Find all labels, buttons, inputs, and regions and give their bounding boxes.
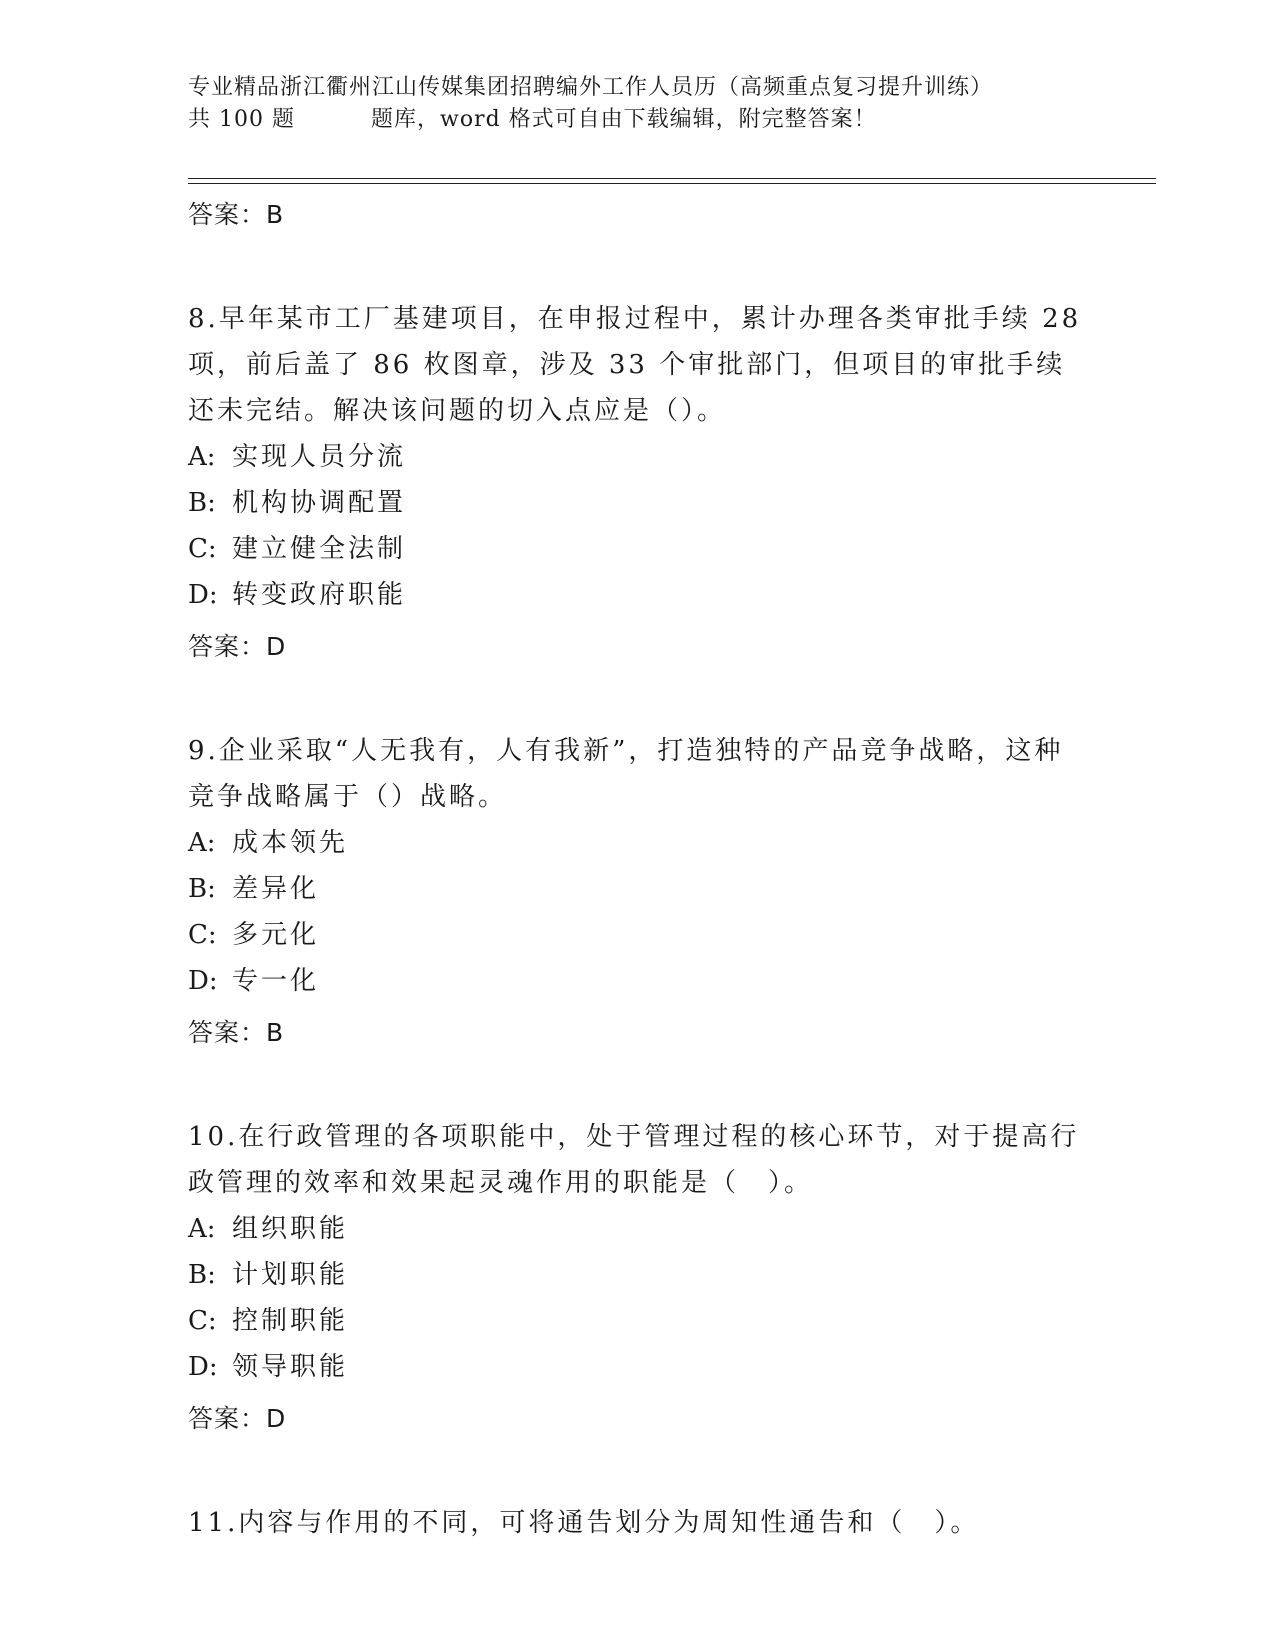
option-text: 多元化	[232, 920, 320, 950]
question-answer: 答案：B	[188, 1018, 285, 1047]
option-text: 控制职能	[232, 1306, 349, 1336]
question-text: 9.企业采取“人无我有，人有我新”，打造独特的产品竞争战略，这种竞争战略属于（）战略。	[188, 736, 1064, 812]
option-d	[188, 1344, 1088, 1390]
option-key: C:	[188, 920, 217, 950]
option-a	[188, 434, 1088, 480]
option-key: B:	[188, 874, 216, 904]
option-key: A:	[188, 1214, 216, 1244]
question-10	[188, 1114, 1088, 1448]
header-divider-top	[188, 178, 1156, 179]
option-c	[188, 526, 1088, 572]
option-key: C:	[188, 1306, 217, 1336]
header-format-note: 题库，word 格式可自由下载编辑，附完整答案！	[370, 107, 877, 132]
option-text: 实现人员分流	[232, 442, 407, 472]
option-text: 机构协调配置	[232, 488, 407, 518]
option-b	[188, 480, 1088, 526]
question-answer: 答案：D	[188, 632, 287, 661]
previous-question-answer: 答案：B	[188, 200, 285, 229]
option-c	[188, 1298, 1088, 1344]
option-text: 专一化	[232, 966, 320, 996]
question-11	[188, 1500, 1088, 1546]
option-d	[188, 572, 1088, 618]
header-divider-bottom	[188, 183, 1156, 184]
question-text: 11.内容与作用的不同，可将通告划分为周知性通告和（ ）。	[188, 1508, 980, 1538]
option-key: A:	[188, 828, 216, 858]
option-b	[188, 1252, 1088, 1298]
option-key: B:	[188, 1260, 216, 1290]
question-text: 10.在行政管理的各项职能中，处于管理过程的核心环节，对于提高行政管理的效率和效果起灵魂作用的职能是（ ）。	[188, 1122, 1080, 1198]
option-text: 差异化	[232, 874, 320, 904]
option-text: 领导职能	[232, 1352, 349, 1382]
option-d	[188, 958, 1088, 1004]
option-key: D:	[188, 1352, 218, 1382]
option-key: D:	[188, 966, 218, 996]
option-text: 转变政府职能	[232, 580, 407, 610]
option-key: D:	[188, 580, 218, 610]
option-key: C:	[188, 534, 217, 564]
document-body	[188, 186, 1088, 1546]
question-9	[188, 728, 1088, 1062]
option-a	[188, 1206, 1088, 1252]
option-c	[188, 912, 1088, 958]
header-title-line: 专业精品浙江衢州江山传媒集团招聘编外工作人员历（高频重点复习提升训练）	[188, 75, 994, 100]
question-answer: 答案：D	[188, 1404, 287, 1433]
option-b	[188, 866, 1088, 912]
option-key: A:	[188, 442, 216, 472]
header-question-count: 共 100 题	[188, 107, 295, 132]
option-text: 组织职能	[232, 1214, 349, 1244]
document-header	[188, 72, 1168, 136]
option-key: B:	[188, 488, 216, 518]
option-a	[188, 820, 1088, 866]
option-text: 成本领先	[232, 828, 349, 858]
question-text: 8.早年某市工厂基建项目，在申报过程中，累计办理各类审批手续 28 项，前后盖了 86 枚图章，涉及 33 个审批部门，但项目的审批手续还未完结。解决该问题的切入点应是（）。	[188, 304, 1082, 426]
question-8	[188, 296, 1088, 676]
option-text: 计划职能	[232, 1260, 349, 1290]
header-subtitle-line	[188, 104, 1168, 136]
option-text: 建立健全法制	[232, 534, 407, 564]
